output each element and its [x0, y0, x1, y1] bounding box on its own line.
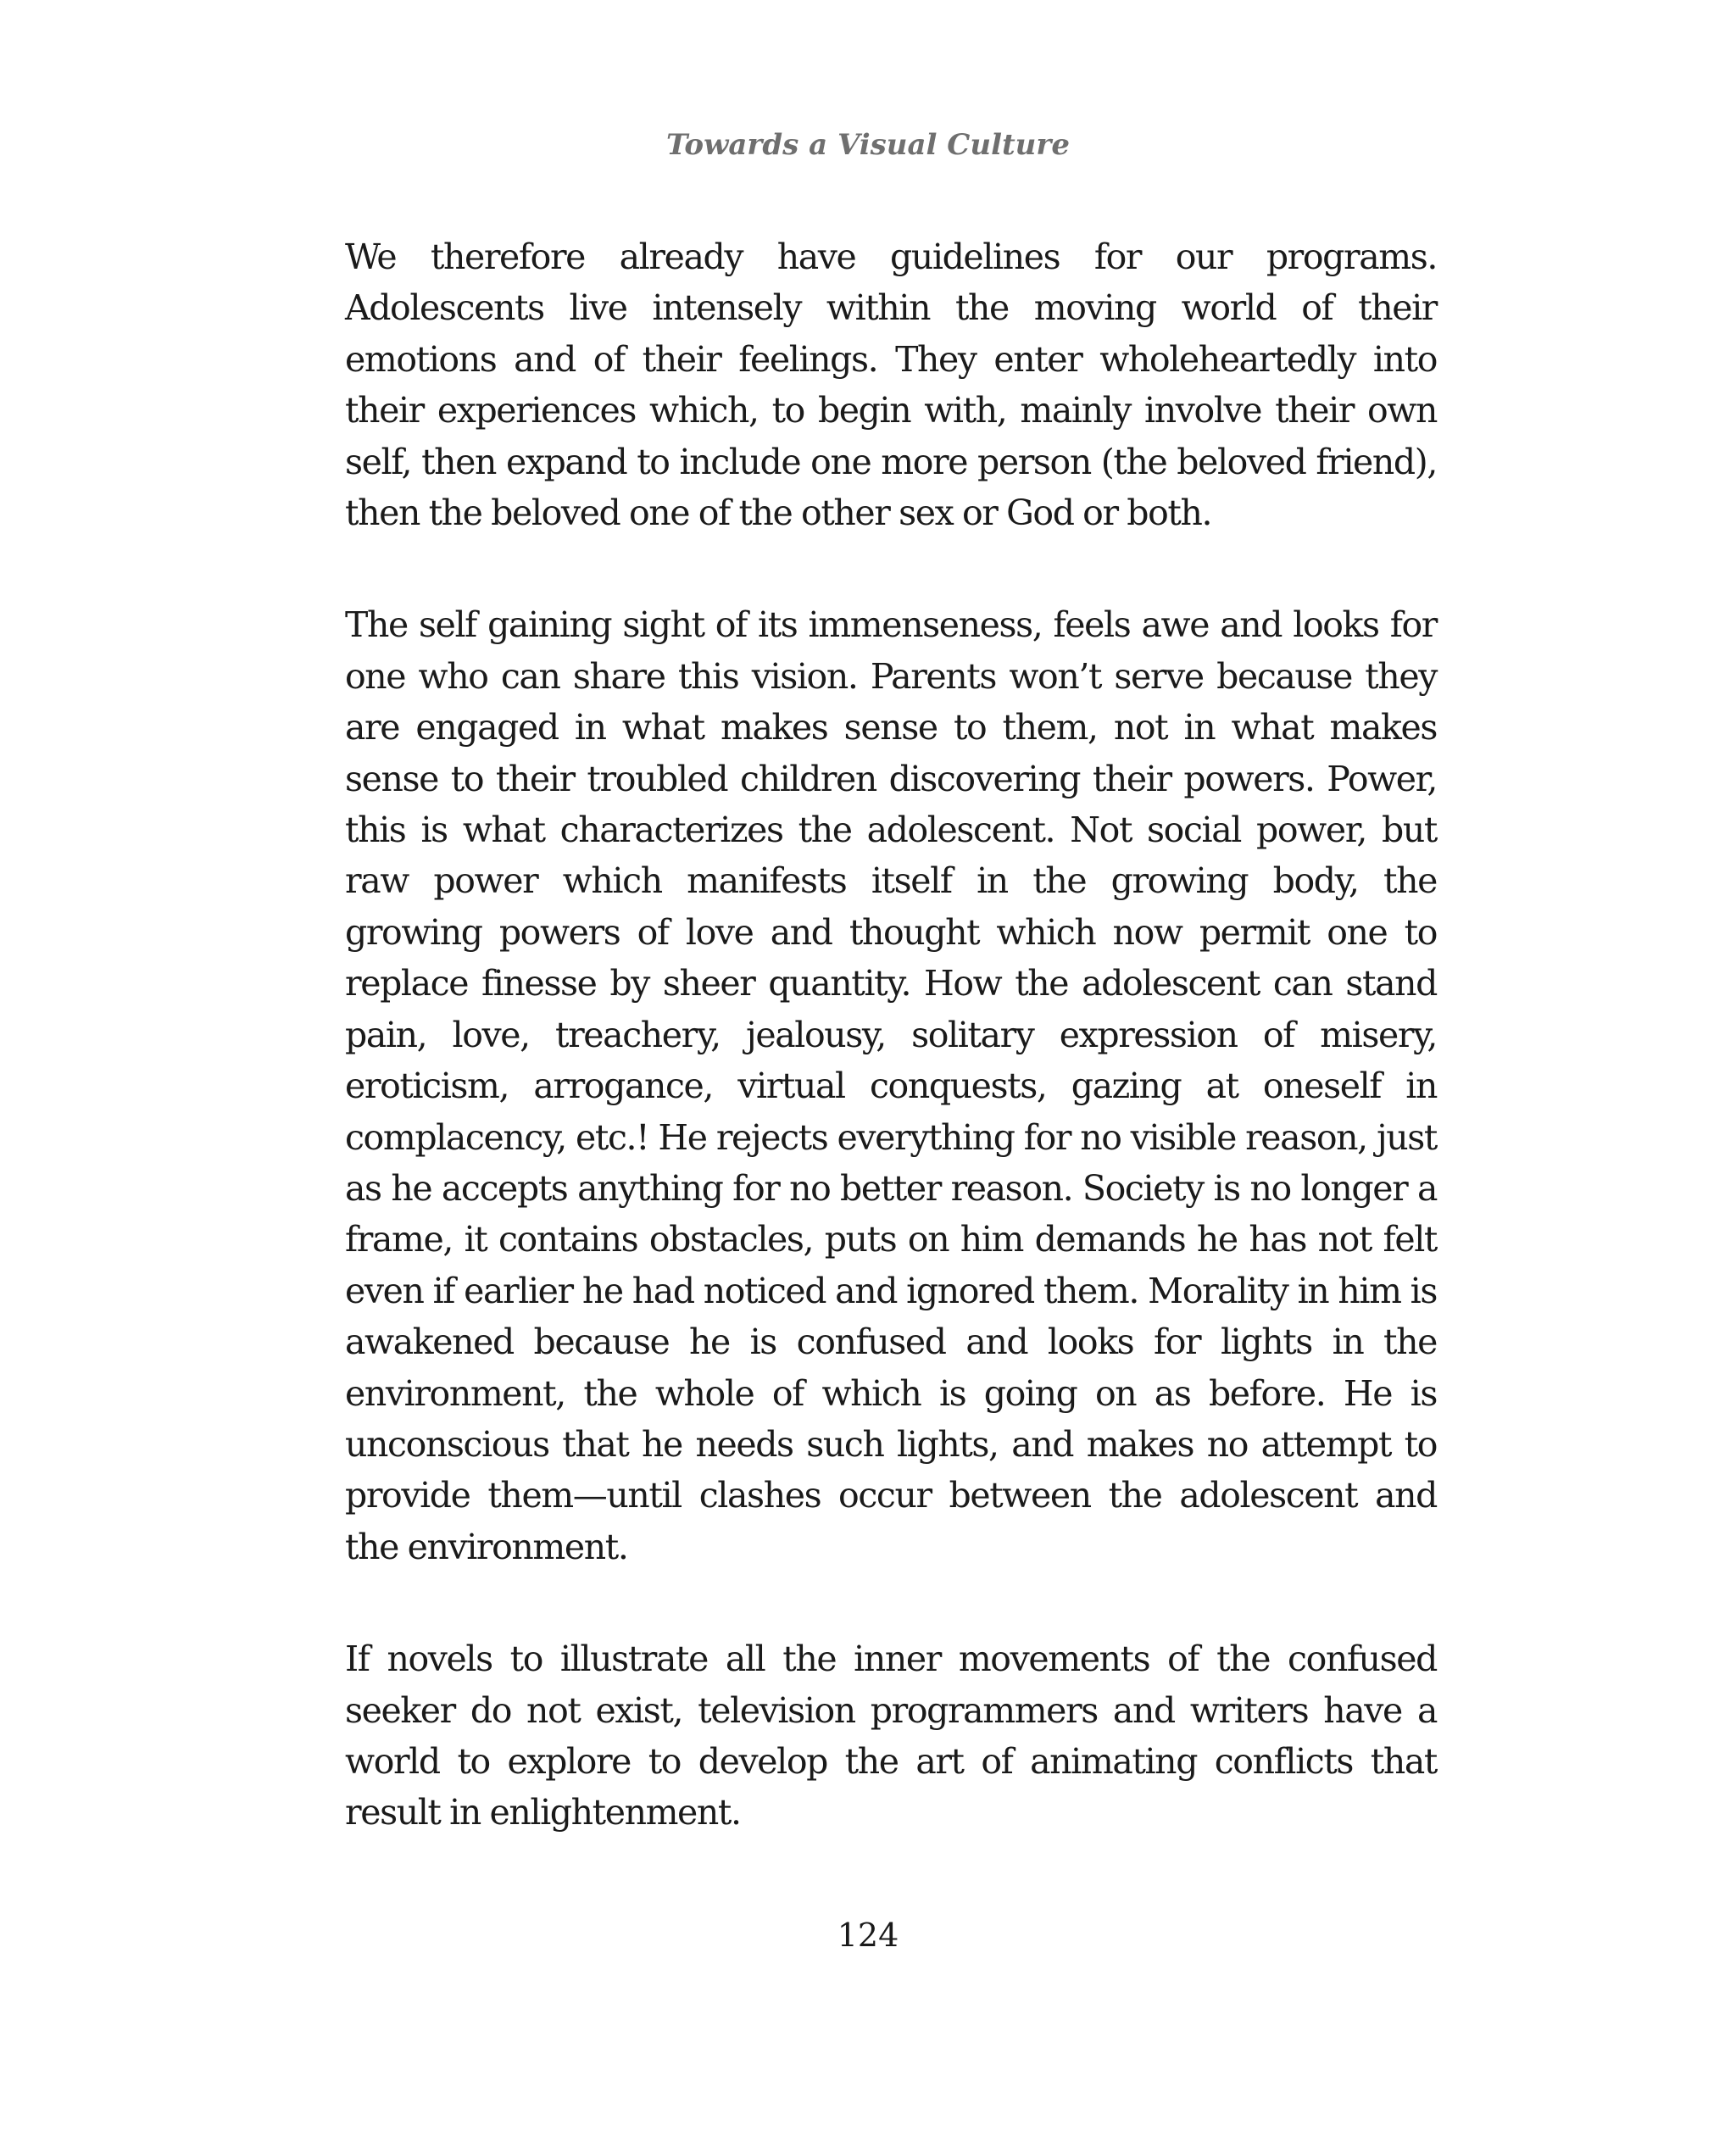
body-text [345, 231, 1437, 1839]
paragraph: If novels to illustrate all the inner movements of the confused seeker do not exist, television programmers and writers have a world to explore to develop the art of animating conflicts that result in enlightenment. [345, 1638, 1437, 1833]
page-number: 124 [837, 1917, 899, 1954]
paragraph: The self gaining sight of its immenseness, feels awe and looks for one who can share this vision. Parents won’t serve because they are engaged in what makes sense to them, not in what makes sense to their troubled children discovering their powers. Power, this is what characterizes the adolescent. Not social power, but raw power which manifests itself in the growing body, the growing powers of love and thought which now permit one to replace finesse by sheer quantity. How the adolescent can stand pain, love, treachery, jealousy, solitary expression of misery, eroticism, arrogance, virtual conquests, gazing at oneself in complacency, etc.! He rejects everything for no visible reason, just as he accepts anything for no better reason. Society is no longer a frame, it contains obstacles, puts on him demands he has not felt even if earlier he had noticed and ignored them. Morality in him is awakened because he is confused and looks for lights in the environment, the whole of which is going on as before. He is unconscious that he needs such lights, and makes no attempt to provide them—until clashes occur between the adolescent and the environment. [345, 604, 1437, 1567]
paragraph: We therefore already have guidelines for our programs. Adolescents live intensely within the moving world of their emotions and of their feelings. They enter wholeheartedly into their experiences which, to begin with, mainly involve their own self, then expand to include one more person (the beloved friend), then the beloved one of the other sex or God or both. [345, 236, 1437, 534]
running-head-title: Towards a Visual Culture [666, 128, 1070, 162]
